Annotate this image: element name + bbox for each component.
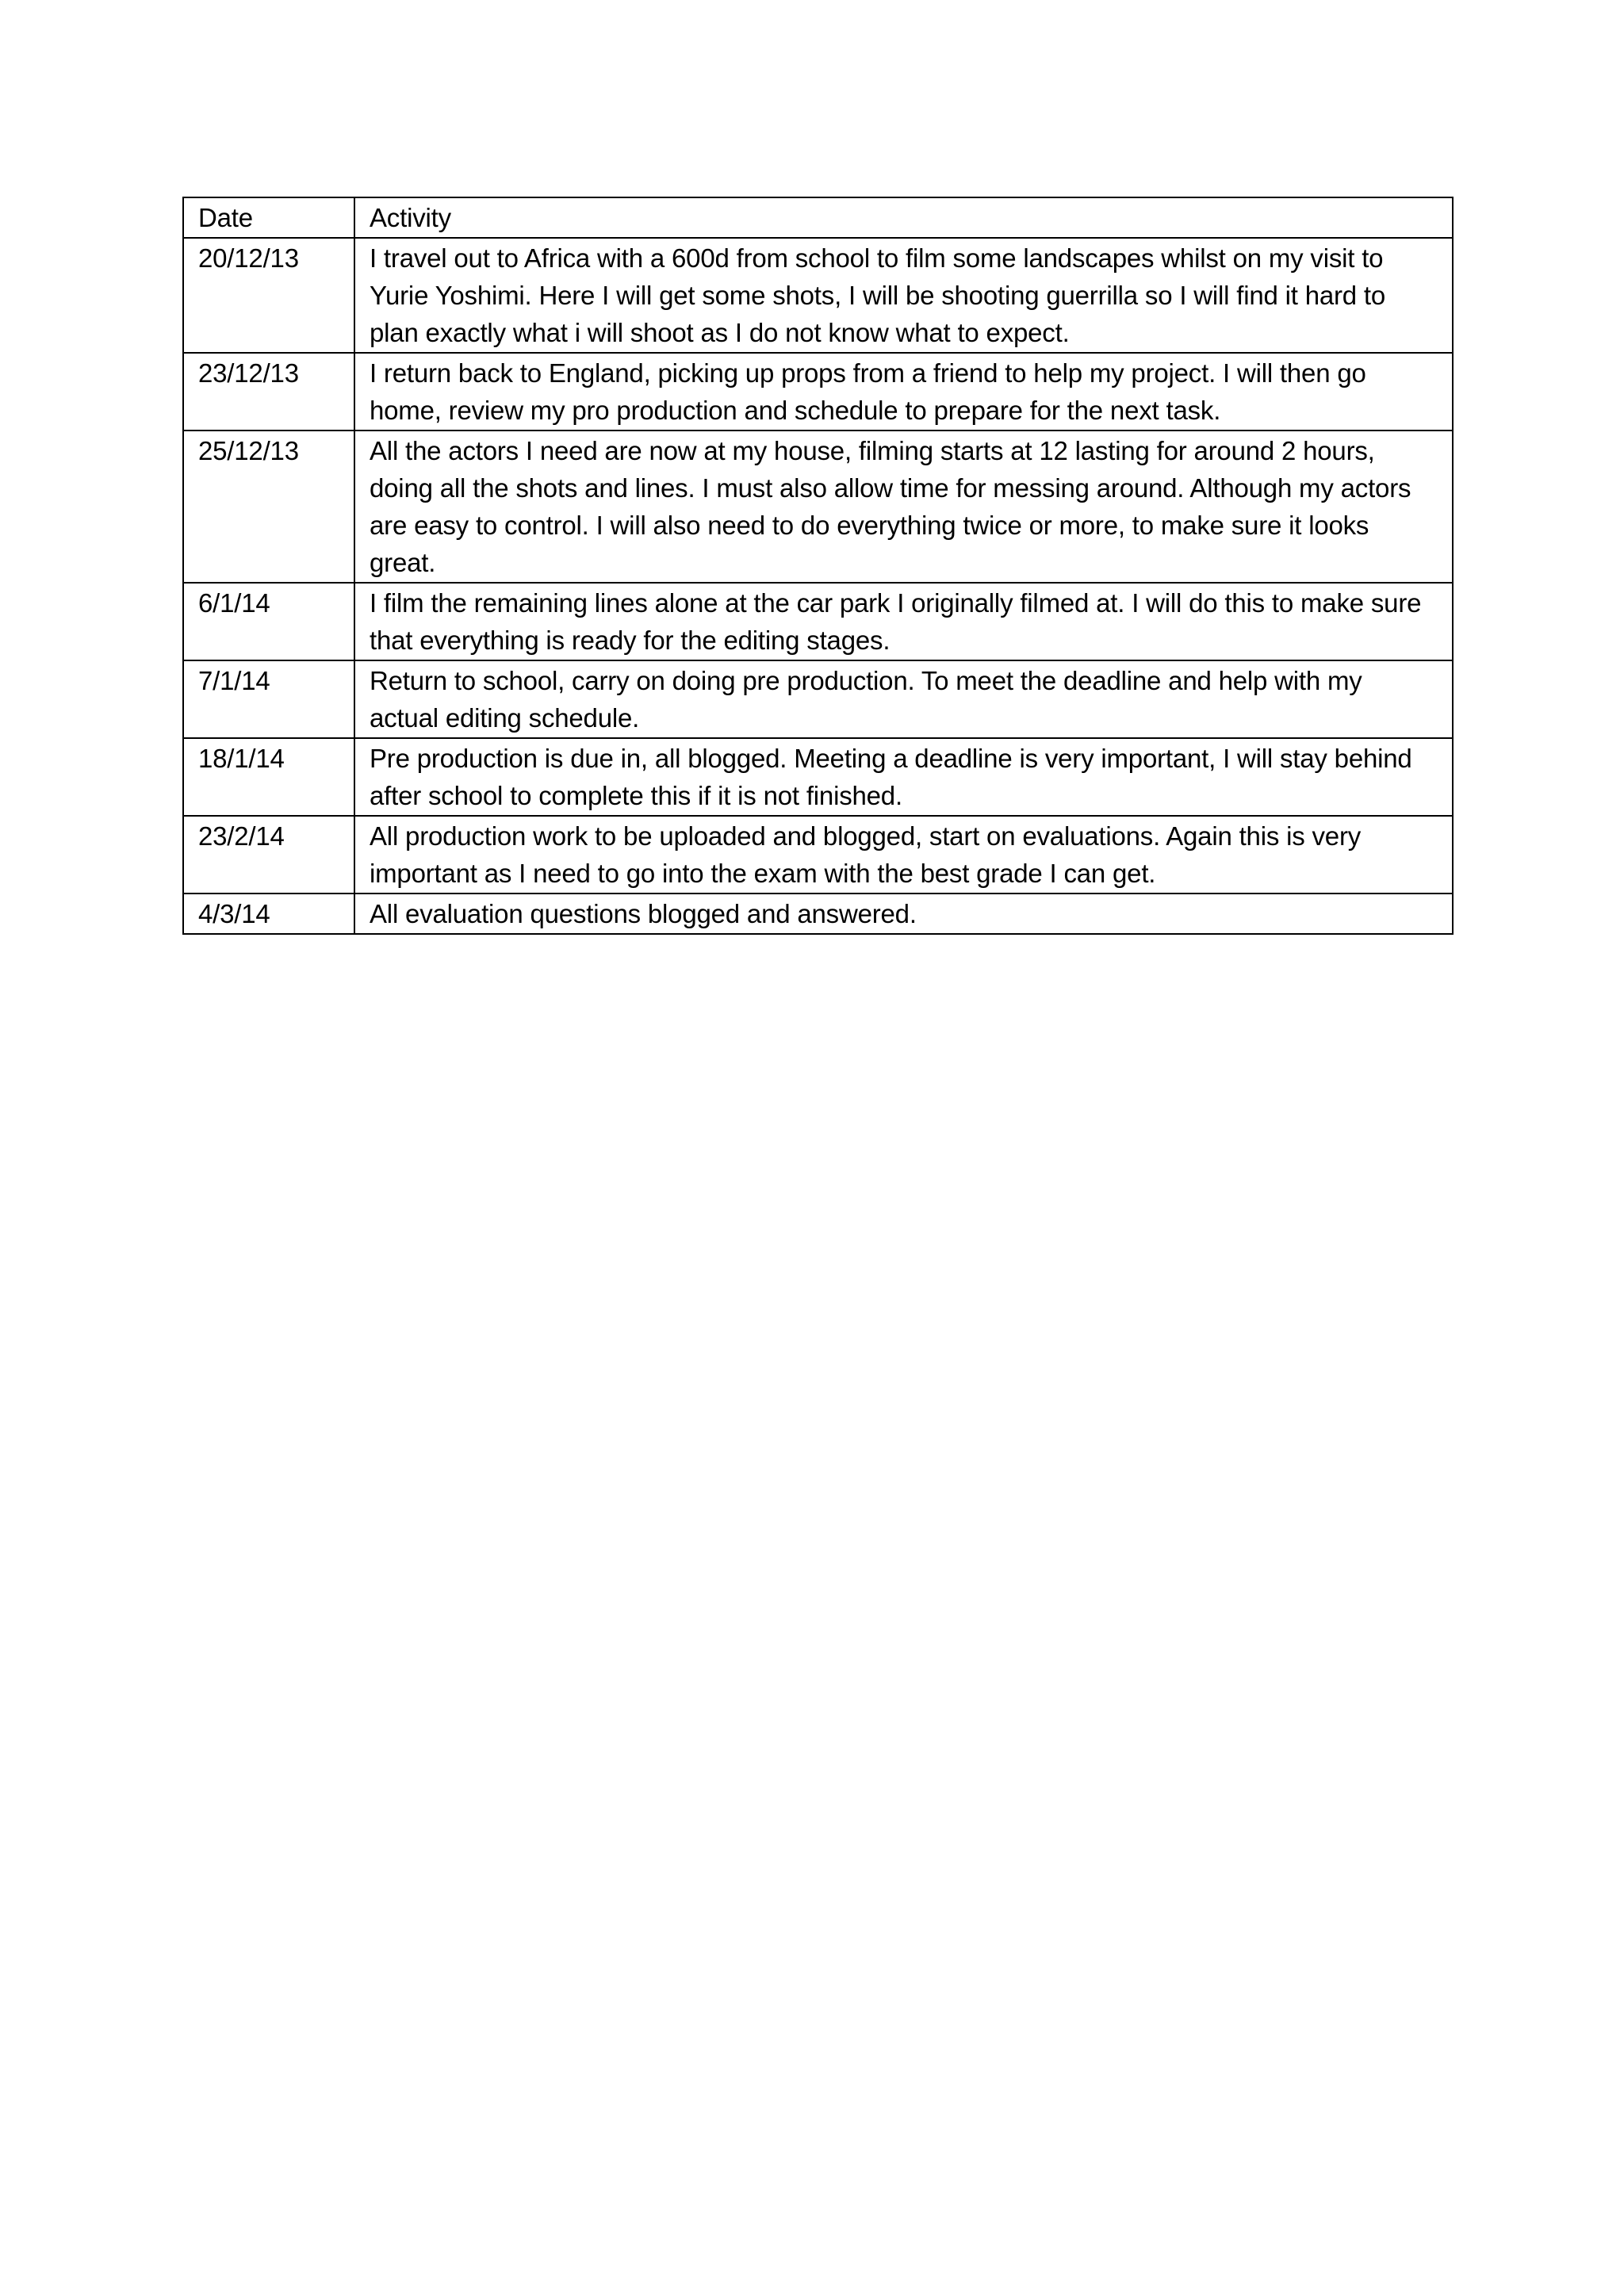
table-row	[183, 816, 1453, 894]
schedule-table	[182, 197, 1454, 935]
table-header-row	[183, 197, 1453, 238]
table-row	[183, 894, 1453, 934]
table-row	[183, 353, 1453, 430]
activity-cell: All evaluation questions blogged and answered.	[354, 894, 1453, 934]
date-cell: 6/1/14	[183, 583, 354, 660]
date-cell: 23/12/13	[183, 353, 354, 430]
date-cell: 18/1/14	[183, 738, 354, 816]
column-header-activity: Activity	[354, 197, 1453, 238]
activity-cell: All the actors I need are now at my house, filming starts at 12 lasting for around 2 hours, doing all the shots and lines. I must also allow time for messing around. Although my actors are easy to control. I will also need to do everything twice or more, to make sure it looks great.	[354, 430, 1453, 583]
table-row	[183, 660, 1453, 738]
table-row	[183, 738, 1453, 816]
activity-cell: All production work to be uploaded and blogged, start on evaluations. Again this is very important as I need to go into the exam with the best grade I can get.	[354, 816, 1453, 894]
activity-cell: I travel out to Africa with a 600d from school to film some landscapes whilst on my visit to Yurie Yoshimi. Here I will get some shots, I will be shooting guerrilla so I will find it hard to plan exactly what i will shoot as I do not know what to expect.	[354, 238, 1453, 353]
activity-cell: I film the remaining lines alone at the car park I originally filmed at. I will do this to make sure that everything is ready for the editing stages.	[354, 583, 1453, 660]
date-cell: 25/12/13	[183, 430, 354, 583]
date-cell: 23/2/14	[183, 816, 354, 894]
date-cell: 20/12/13	[183, 238, 354, 353]
activity-cell: Pre production is due in, all blogged. Meeting a deadline is very important, I will stay behind after school to complete this if it is not finished.	[354, 738, 1453, 816]
activity-cell: I return back to England, picking up props from a friend to help my project. I will then go home, review my pro production and schedule to prepare for the next task.	[354, 353, 1453, 430]
column-header-date: Date	[183, 197, 354, 238]
table-row	[183, 238, 1453, 353]
table-row	[183, 583, 1453, 660]
date-cell: 4/3/14	[183, 894, 354, 934]
activity-cell: Return to school, carry on doing pre production. To meet the deadline and help with my actual editing schedule.	[354, 660, 1453, 738]
table-row	[183, 430, 1453, 583]
date-cell: 7/1/14	[183, 660, 354, 738]
